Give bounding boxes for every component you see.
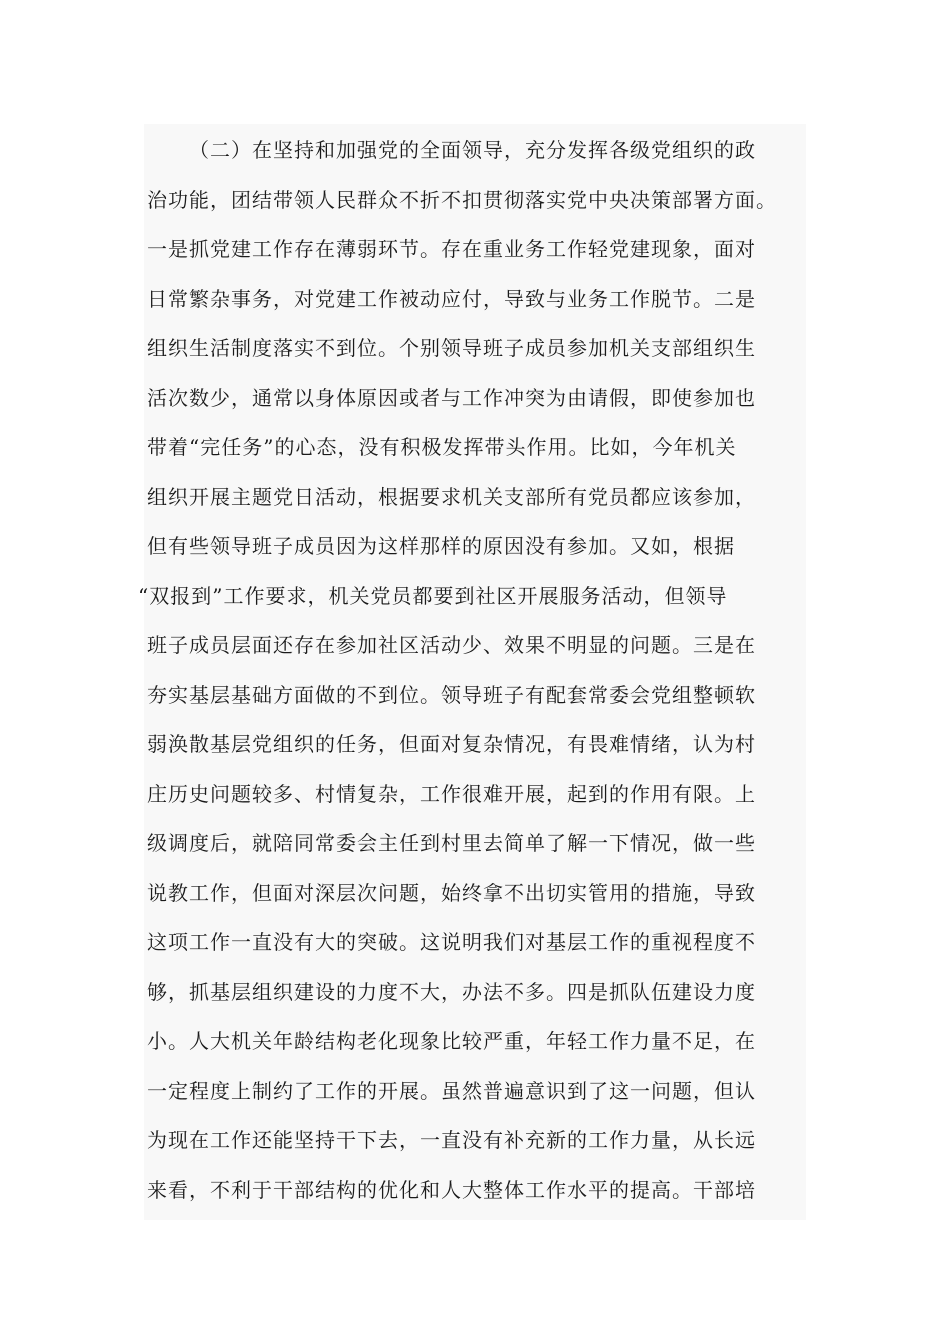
text-line: 说教工作，但面对深层次问题，始终拿不出切实管用的措施，导致 [147, 880, 756, 905]
text-line: 来看，不利于干部结构的优化和人大整体工作水平的提高。干部培 [147, 1177, 756, 1202]
text-line: “双报到”工作要求，机关党员都要到社区开展服务活动，但领导 [138, 583, 728, 608]
text-line: 日常繁杂事务，对党建工作被动应付，导致与业务工作脱节。二是 [147, 286, 756, 311]
text-line: 治功能，团结带领人民群众不折不扣贯彻落实党中央决策部署方面。 [147, 187, 777, 212]
text-line: 小。人大机关年龄结构老化现象比较严重，年轻工作力量不足，在 [147, 1029, 756, 1053]
text-line: 组织生活制度落实不到位。个别领导班子成员参加机关支部组织生 [147, 336, 756, 360]
text-line: 庄历史问题较多、村情复杂，工作很难开展，起到的作用有限。上 [147, 781, 756, 806]
body-text-block [138, 124, 806, 1220]
text-line: 这项工作一直没有大的突破。这说明我们对基层工作的重视程度不 [147, 930, 756, 954]
text-line: 活次数少，通常以身体原因或者与工作冲突为由请假，即使参加也 [147, 385, 756, 410]
text-line: 为现在工作还能坚持干下去，一直没有补充新的工作力量，从长远 [147, 1128, 756, 1152]
text-line: 弱涣散基层党组织的任务，但面对复杂情况，有畏难情绪，认为村 [147, 732, 756, 756]
text-line: （二）在坚持和加强党的全面领导，充分发挥各级党组织的政 [189, 138, 756, 162]
text-line: 夯实基层基础方面做的不到位。领导班子有配套常委会党组整顿软 [147, 682, 756, 707]
text-line: 班子成员层面还存在参加社区活动少、效果不明显的问题。三是在 [147, 633, 756, 657]
text-line: 带着“完任务”的心态，没有积极发挥带头作用。比如，今年机关 [147, 435, 737, 459]
text-line: 级调度后，就陪同常委会主任到村里去简单了解一下情况，做一些 [147, 831, 756, 855]
text-line: 但有些领导班子成员因为这样那样的原因没有参加。又如，根据 [147, 534, 735, 558]
text-line: 一是抓党建工作存在薄弱环节。存在重业务工作轻党建现象，面对 [147, 237, 756, 261]
text-line: 够，抓基层组织建设的力度不大，办法不多。四是抓队伍建设力度 [147, 979, 756, 1004]
text-line: 一定程度上制约了工作的开展。虽然普遍意识到了这一问题，但认 [147, 1078, 756, 1103]
text-line: 组织开展主题党日活动，根据要求机关支部所有党员都应该参加， [147, 484, 756, 509]
